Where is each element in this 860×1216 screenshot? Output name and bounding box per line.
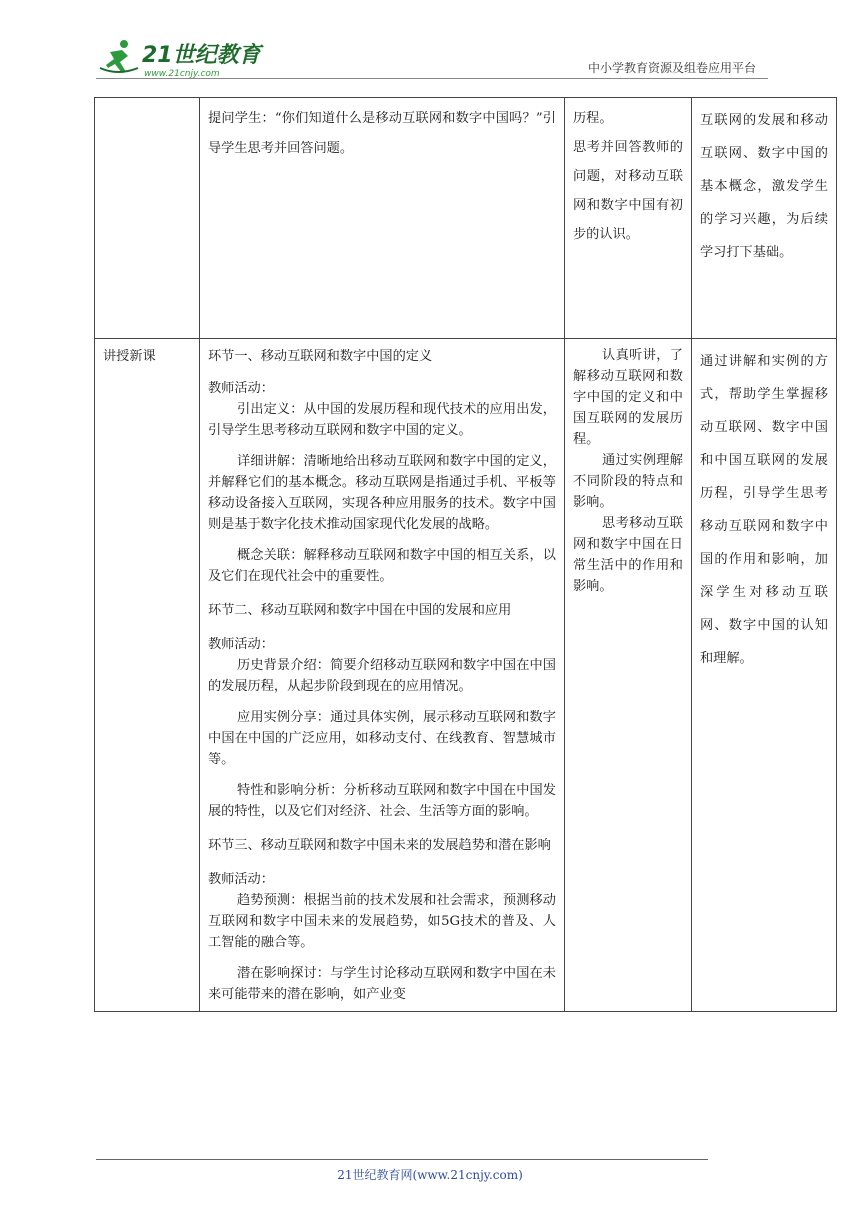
design-intent-cell [692,98,837,339]
paragraph: 应用实例分享：通过具体实例，展示移动互联网和数字中国在中国的广泛应用，如移动支付、在线教育、智慧城市等。 [208,710,556,767]
paragraph: 特性和影响分析：分析移动互联网和数字中国在中国发展的特性，以及它们对经济、社会、生活等方面的影响。 [208,783,556,819]
lesson-plan-table [94,97,837,1012]
student-activity-text: 通过实例理解不同阶段的特点和影响。 [573,453,683,510]
site-logo [98,38,268,80]
paragraph: 详细讲解：清晰地给出移动互联网和数字中国的定义，并解释它们的基本概念。移动互联网是指通过手机、平板等移动设备接入互联网，实现各种应用服务的技术。数字中国则是基于数字化技术推动国家现代化发展的战略。 [208,454,556,532]
paragraph: 历史背景介绍：简要介绍移动互联网和数字中国在中国的发展历程，从起步阶段到现在的应用情况。 [208,658,556,694]
activity-label: 教师活动： [208,872,274,887]
stage-label: 讲授新课 [103,349,156,364]
design-intent-cell [692,339,837,1012]
activity-label: 教师活动： [208,381,274,396]
paragraph: 概念关联：解释移动互联网和数字中国的相互关系，以及它们在现代社会中的重要性。 [208,548,556,584]
teacher-activity-cell [200,98,565,339]
footer-link[interactable]: 21世纪教育网(www.21cnjy.com) [337,1168,523,1182]
paragraph: 趋势预测：根据当前的技术发展和社会需求，预测移动互联网和数字中国未来的发展趋势，如5G技术的普及、人工智能的融合等。 [208,893,556,950]
section-title: 环节一、移动互联网和数字中国的定义 [208,349,433,364]
student-activity-text: 认真听讲，了解移动互联网和数字中国的定义和中国互联网的发展历程。 [573,348,683,447]
stage-cell [95,339,200,1012]
section-title: 环节二、移动互联网和数字中国在中国的发展和应用 [208,603,512,618]
paragraph: 引出定义：从中国的发展历程和现代技术的应用出发，引导学生思考移动互联网和数字中国的定义。 [208,402,556,438]
design-intent-text: 互联网的发展和移动互联网、数字中国的基本概念，激发学生的学习兴趣，为后续学习打下基础。 [700,113,828,260]
student-activity-text: 思考移动互联网和数字中国在日常生活中的作用和影响。 [573,516,683,594]
teacher-activity-cell [200,339,565,1012]
activity-label: 教师活动： [208,637,274,652]
student-activity-text: 思考并回答教师的问题，对移动互联网和数字中国有初步的认识。 [573,140,683,242]
student-activity-cell [565,98,692,339]
runner-logo-icon [98,38,268,80]
table-row [95,339,837,1012]
table-row [95,98,837,339]
platform-name: 中小学教育资源及组卷应用平台 [587,61,756,75]
stage-cell [95,98,200,339]
design-intent-text: 通过讲解和实例的方式，帮助学生掌握移动互联网、数字中国和中国互联网的发展历程，引导学生思考移动互联网和数字中国的作用和影响，加深学生对移动互联网、数字中国的认知和理解。 [700,354,828,666]
footer-divider [96,1159,708,1160]
header-divider [96,78,768,79]
paragraph: 潜在影响探讨：与学生讨论移动互联网和数字中国在未来可能带来的潜在影响，如产业变 [208,966,556,1002]
teacher-activity-text: 提问学生：“你们知道什么是移动互联网和数字中国吗？”引导学生思考并回答问题。 [208,111,556,156]
student-activity-text: 历程。 [573,111,613,126]
svg-text:www.21cnjy.com: www.21cnjy.com [144,69,220,79]
student-activity-cell [565,339,692,1012]
svg-text:21世纪教育: 21世纪教育 [142,43,261,68]
section-title: 环节三、移动互联网和数字中国未来的发展趋势和潜在影响 [208,838,551,853]
